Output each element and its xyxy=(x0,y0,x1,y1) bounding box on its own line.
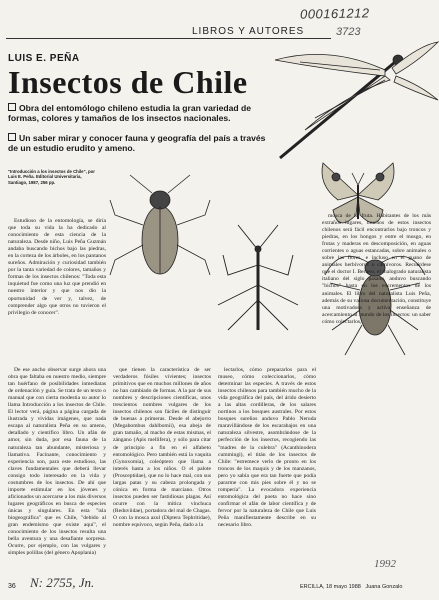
dragonfly-illustration xyxy=(275,42,438,158)
archive-stamp: 000161212 xyxy=(299,5,370,22)
page-number: 36 xyxy=(8,583,16,590)
column-1-top: Estudioso de la entomología, se diría que toda su vida la ha dedicado al conocimiento de esta ciencia de la naturaleza. Desde niño, Luis Peña Guzmán andaba buscando bichos bajo las piedras, en la corteza de los árboles, en los pantanos sureños. Admiración y curiosidad también por la tanta variedad de colores, tamaños y formas de los insectos chilenos: "Toda esta inquietud fue como una luz que prendió en nuestro interior y que nos dio la oportunidad de ver y, talvez, de comprender algo que otros no tuvieron el privilegio de conocer". xyxy=(8,218,106,316)
beetle-illustration xyxy=(110,175,210,275)
column-2: que tienen la característica de ser verdaderos fósiles vivientes; insectos primitivos que en muchos millones de años no han cambiado de formas. A la par de sus nombres y descripciones científicas, unos trescientos nombres vulgares de los insectos chilenos son fáciles de distinguir de buenas a primeras. Desde el abejorro (Megabombus dahlbomii), esa abeja de gran tamaño, al macho de estas mismas, el zángano (Apis mellifera), y sólo para citar de principio a fin en el alfabeto entomológico. Pero también está la vaquita (Gynoxomia), coleóptero que llama a interés hasta a los niños. O el palote (Prosceptidae), que no lo hace mal, con sus largas patas y su cabeza prolongada y cónica en forma de marciano. Otros insectos pueden ser fastidiosas plagas. Así ocurre con la mítica vinchuca (Reduviidae), portadora del mal de Chagas. O con la mosca azul (Diptera Tephritidae), nombre equívoco, según Peña, dado a la xyxy=(113,367,211,529)
section-heading: LIBROS Y AUTORES xyxy=(192,26,305,37)
bullet-box-icon xyxy=(8,133,16,141)
column-3: lectarlos, cómo prepararlos para el museo, cómo coleccionarlos, cómo determinar las especies. A través de estos insectos chilenos para también mucho de la vida geográfica del país, del árido desierto a las altas cordilleras, de los salares nortinos a los bosques australes. Por estos bosques sureños anduvo Pablo Neruda maravillándose de los escarabajos en una naturaleza silvestre, asombrándose de la perfección de los insectos, recogiendo las "madres de la culebra" (Acanthinodera cummingi), el titán de los insectos de Chile: "estremece verlo de pronto en los troncos de los maquis y de los manzanos, pero yo sabía que era tan fuerte que podía pararme con mis pies sobre él y no se rompería". La evocadora experiencia entomológica del poeta no hace sino confirmar el afán de labor científica y de fervor por la naturaleza de Chile que Luis Peña manifiestamente describe en su necesario libro. xyxy=(218,367,316,529)
article-title: Insectos de Chile xyxy=(8,64,248,100)
column-1-bottom: De ese ancho observar surge ahora una obra que faltaba en nuestro medio, siempre tan huérfano de posibilidades inmediatas de ordenación y guía. Se trata de un texto o manual que con cierta modestia su autor lo llama Introducción a los insectos de Chile. El lector verá, página a página cargada de ilustrada y vividas imágenes, que nada escapa al naturalista Peña en su ameno, detallado y científico libro. Un afán de amor, sin duda, por esa fauna de la naturaleza tan abundante, misteriosa y llamativa. Facinante, conocimiento y experiencia son, para este estudioso, las claves fundamentales que deberá llevar consigo todo interesado en la vida y costumbres de los insectos. De ahí que importe estimular en los jóvenes y aficionados un acercarse a los más diversos lugares geográficos en busca de especies únicas y singulares. En esta "isla biogeográfica" que es Chile, "debido al gran endemismo que existe aquí", el conocimiento de los insectos resulta una bella aventura y una desafiante sorpresa. Ocurre, por ejemplo, con las vulgares y simples polillas (del género Apoplania) xyxy=(8,367,106,557)
photo-credit: Juana Gonzalo xyxy=(365,584,403,590)
publication-name: ERCILLA, 18 mayo 1988 xyxy=(300,584,361,590)
book-author: LUIS E. PEÑA xyxy=(8,53,80,64)
column-4: mosca de la fruta. Habitantes de los más extraños lugares, muchos de estos insectos chilenos será fácil encontrarlos bajo troncos y piedras, en los hongos y entre el musgo, en frutas y maderas en descomposición, en aguas corrientes o aguas estancadas, sobre animales o sobre las flores, e incluso en el guano de animales herbívoros o carnívoros. Recuérdese que el doctor I. Bertero, el malogrado naturalista italiano del siglo pasado, anduvo buscando "bichos" hasta en los excrementos de los animales. El libro del naturalista Luis Peña, además de su valiosa documentación, constituye una motivadora y activa enseñanza de acercamiento al mundo de los insectos: un saber cómo colectarlos, xyxy=(322,213,431,325)
handwritten-year: 1992 xyxy=(374,558,396,570)
lede-2-text: Un saber mirar y conocer fauna y geografía del país a través de un estudio erudito y ameno. xyxy=(8,133,266,153)
handwritten-note: N: 2755, Jn. xyxy=(30,575,95,590)
publication-credit xyxy=(300,584,402,590)
header-rule xyxy=(6,38,331,39)
bullet-box-icon xyxy=(8,103,16,111)
bibliography-note: "Introducción a los insectos de Chile", por Luis E. Peña. Editorial Universitaria, Santiago, 1987, 256 pp. xyxy=(8,169,95,185)
mantis-illustration xyxy=(218,225,298,330)
lede-1-text: Obra del entomólogo chileno estudia la gran variedad de formas, colores y tamaños de los insectos nacionales. xyxy=(8,103,252,123)
archive-stamp-small: 3723 xyxy=(336,26,361,38)
